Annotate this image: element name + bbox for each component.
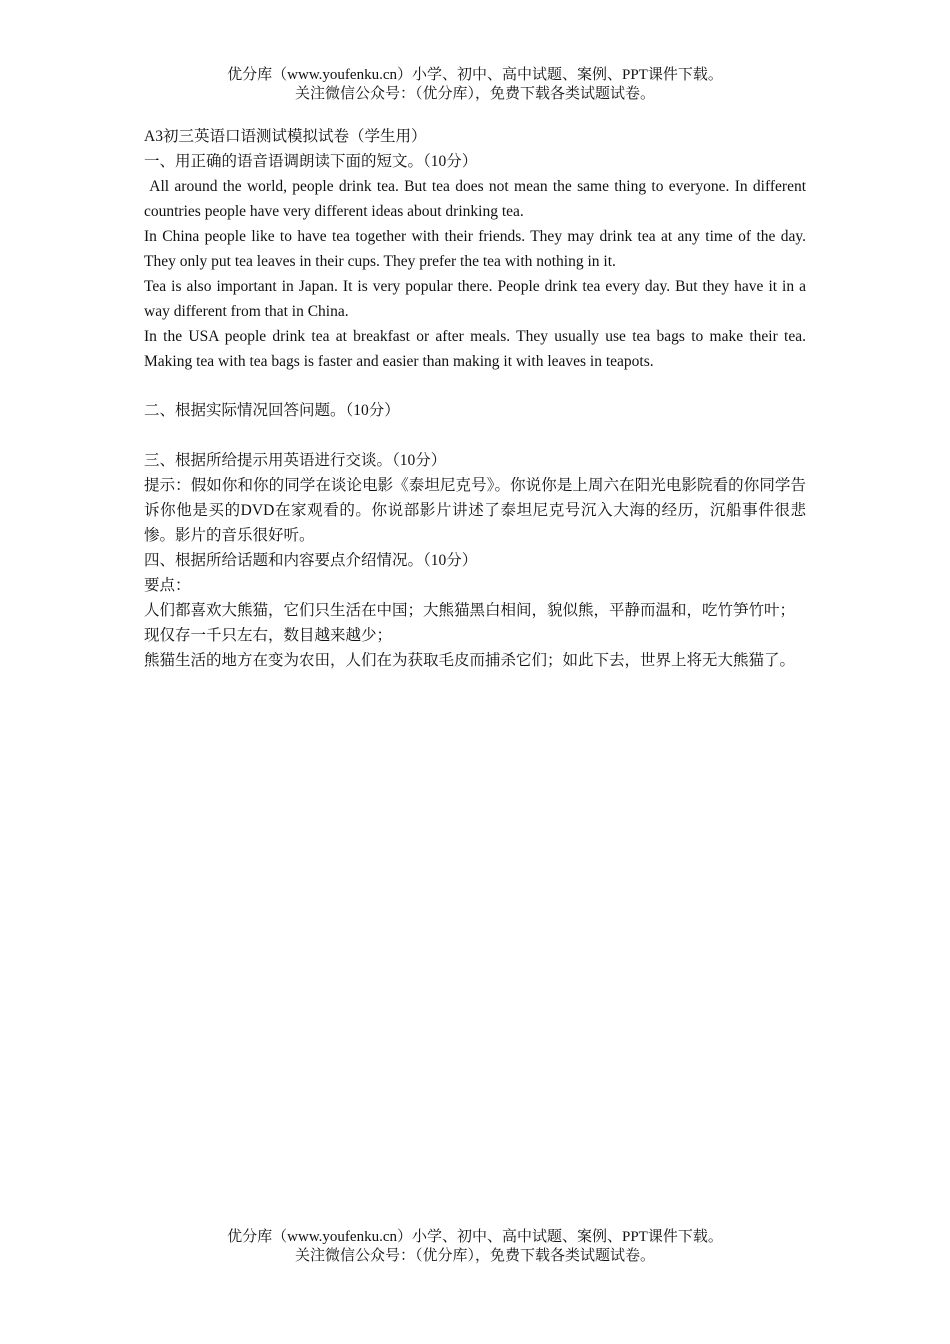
footer-wechat-line: 关注微信公众号：（优分库），免费下载各类试题试卷。 [294, 1248, 655, 1264]
section-2-heading: 二、根据实际情况回答问题。（10分） [144, 402, 400, 419]
spacer [144, 423, 806, 448]
section-1-heading: 一、用正确的语音语调朗读下面的短文。（10分） [144, 153, 478, 170]
header-site-line: 优分库（www.youfenku.cn）小学、初中、高中试题、案例、PPT课件下载。 [227, 67, 723, 83]
reading-paragraph-3: Tea is also important in Japan. It is very popular there. People drink tea every day. But they have it in a way different from that in China. [144, 278, 806, 320]
page-header [0, 66, 950, 104]
document-title: A3初三英语口语测试模拟试卷（学生用） [144, 128, 427, 145]
section-4-points-label: 要点： [144, 577, 191, 594]
spacer [144, 374, 806, 398]
reading-paragraph-4: In the USA people drink tea at breakfast or after meals. They usually use tea bags to make their tea. Making tea with tea bags is faster and easier than making it with leaves in teapots. [144, 328, 806, 370]
reading-paragraph-1: All around the world, people drink tea. But tea does not mean the same thing to everyone. In different countries people have very different ideas about drinking tea. [144, 178, 810, 220]
document-body [144, 124, 810, 673]
section-3-hint: 提示：假如你和你的同学在谈论电影《泰坦尼克号》。你说你是上周六在阳光电影院看的你同学告诉你他是买的DVD在家观看的。你说部影片讲述了泰坦尼克号沉入大海的经历，沉船事件很悲惨。影片的音乐很好听。 [144, 477, 806, 544]
reading-paragraph-2: In China people like to have tea together with their friends. They may drink tea at any time of the day. They only put tea leaves in their cups. They prefer the tea with nothing in it. [144, 228, 806, 270]
page-footer [0, 1228, 950, 1266]
footer-site-line: 优分库（www.youfenku.cn）小学、初中、高中试题、案例、PPT课件下载。 [227, 1229, 723, 1245]
section-3-heading: 三、根据所给提示用英语进行交谈。（10分） [144, 452, 447, 469]
section-4-heading: 四、根据所给话题和内容要点介绍情况。（10分） [144, 552, 478, 569]
section-4-point-2: 现仅存一千只左右，数目越来越少； [144, 627, 393, 644]
section-4-point-3: 熊猫生活的地方在变为农田，人们在为获取毛皮而捕杀它们；如此下去，世界上将无大熊猫了。 [144, 652, 796, 669]
header-wechat-line: 关注微信公众号：（优分库），免费下载各类试题试卷。 [294, 86, 655, 102]
section-4-point-1: 人们都喜欢大熊猫，它们只生活在中国；大熊猫黑白相间，貌似熊，平静而温和，吃竹笋竹叶； [144, 602, 796, 619]
